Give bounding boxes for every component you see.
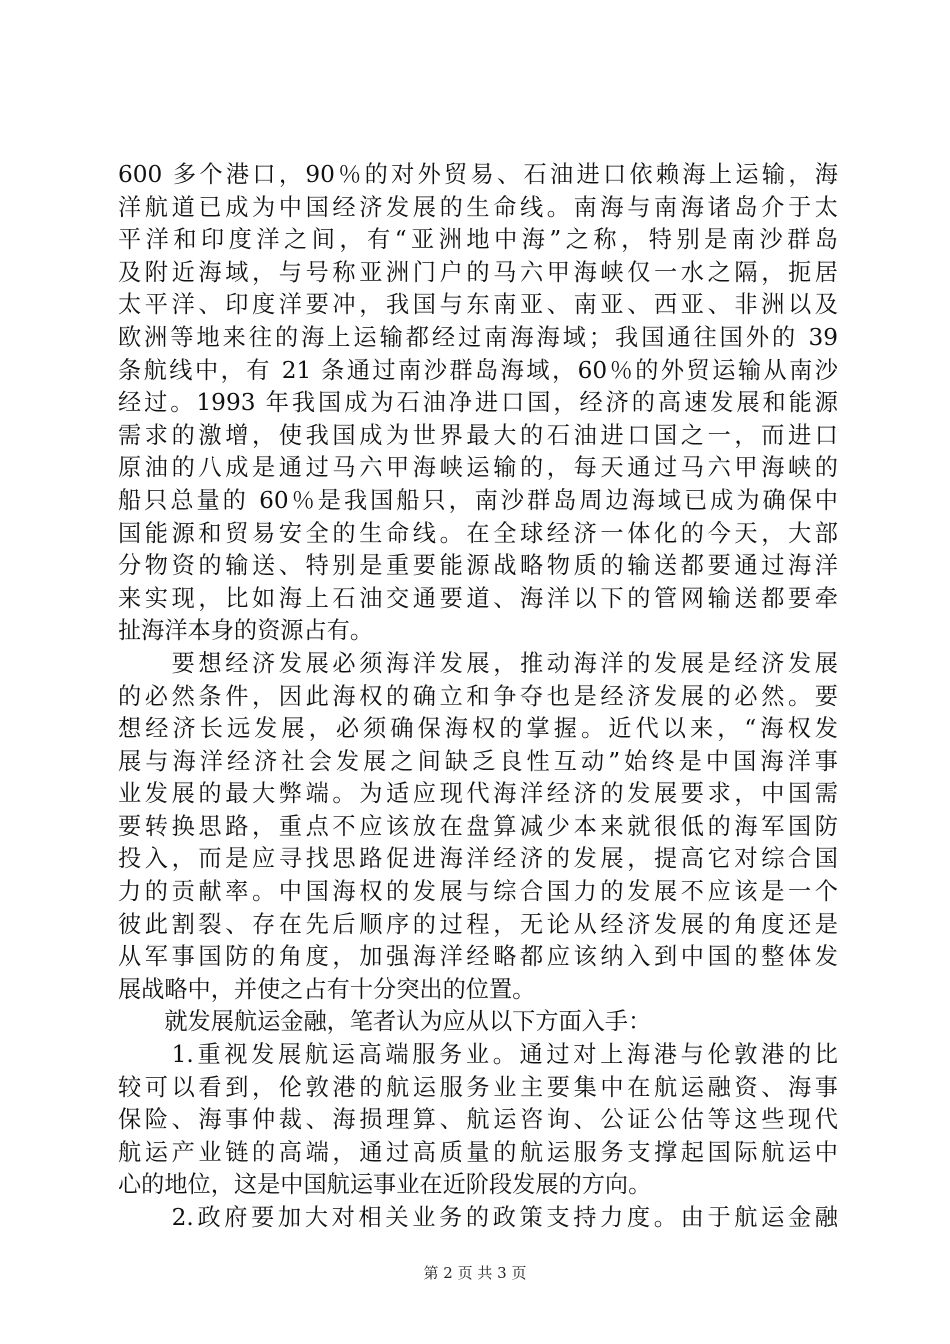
text-line: 要转换思路，重点不应该放在盘算减少本来就很低的海军国防	[118, 812, 838, 840]
text-line: 分物资的输送、特别是重要能源战略物质的输送都要通过海洋	[118, 552, 838, 580]
text-line: 展与海洋经济社会发展之间缺乏良性互动”始终是中国海洋事	[118, 747, 838, 775]
text-line: 需求的激增，使我国成为世界最大的石油进口国之一，而进口	[118, 421, 838, 449]
page-footer	[0, 1262, 950, 1283]
text-line: 展战略中，并使之占有十分突出的位置。	[118, 975, 536, 1003]
text-line: 较可以看到，伦敦港的航运服务业主要集中在航运融资、海事	[118, 1073, 838, 1101]
text-line: 太平洋、印度洋要冲，我国与东南亚、南亚、西亚、非洲以及	[118, 291, 838, 319]
text-line: 业发展的最大弊端。为适应现代海洋经济的发展要求，中国需	[118, 780, 838, 808]
document-body	[118, 159, 838, 1235]
text-line: 航运产业链的高端，通过高质量的航运服务支撑起国际航运中	[118, 1138, 838, 1166]
text-line: 就发展航运金融，笔者认为应从以下方面入手：	[118, 1008, 652, 1036]
text-line: 投入，而是应寻找思路促进海洋经济的发展，提高它对综合国	[118, 845, 838, 873]
text-line: 船只总量的 60％是我国船只，南沙群岛周边海域已成为确保中	[118, 486, 838, 514]
text-line: 原油的八成是通过马六甲海峡运输的，每天通过马六甲海峡的	[118, 454, 838, 482]
text-line: 条航线中，有 21 条通过南沙群岛海域，60％的外贸运输从南沙	[118, 356, 838, 384]
text-line: 洋航道已成为中国经济发展的生命线。南海与南海诸岛介于太	[118, 193, 838, 221]
text-line: 保险、海事仲裁、海损理算、航运咨询、公证公估等这些现代	[118, 1106, 838, 1134]
text-line: 力的贡献率。中国海权的发展与综合国力的发展不应该是一个	[118, 878, 838, 906]
text-line: 的必然条件，因此海权的确立和争夺也是经济发展的必然。要	[118, 682, 838, 710]
text-line: 来实现，比如海上石油交通要道、海洋以下的管网输送都要牵	[118, 584, 838, 612]
text-line: 600 多个港口，90％的对外贸易、石油进口依赖海上运输，海	[118, 161, 838, 188]
page-number-label: 第 2 页 共 3 页	[423, 1264, 527, 1282]
text-line: 1.重视发展航运高端服务业。通过对上海港与伦敦港的比	[118, 1041, 838, 1069]
text-line: 及附近海域，与号称亚洲门户的马六甲海峡仅一水之隔，扼居	[118, 258, 838, 286]
text-line: 国能源和贸易安全的生命线。在全球经济一体化的今天，大部	[118, 519, 838, 547]
text-line: 心的地位，这是中国航运事业在近阶段发展的方向。	[118, 1171, 652, 1199]
text-line: 经过。1993 年我国成为石油净进口国，经济的高速发展和能源	[118, 389, 838, 417]
text-line: 欧洲等地来往的海上运输都经过南海海域；我国通往国外的 39	[118, 323, 838, 351]
text-line: 想经济长远发展，必须确保海权的掌握。近代以来，“海权发	[118, 715, 838, 743]
text-line: 彼此割裂、存在先后顺序的过程，无论从经济发展的角度还是	[118, 910, 838, 938]
text-line: 从军事国防的角度，加强海洋经略都应该纳入到中国的整体发	[118, 943, 838, 971]
text-line: 扯海洋本身的资源占有。	[118, 617, 374, 645]
text-line: 2.政府要加大对相关业务的政策支持力度。由于航运金融	[118, 1204, 838, 1231]
text-line: 要想经济发展必须海洋发展，推动海洋的发展是经济发展	[118, 649, 838, 677]
text-line: 平洋和印度洋之间，有“亚洲地中海”之称，特别是南沙群岛	[118, 226, 838, 254]
